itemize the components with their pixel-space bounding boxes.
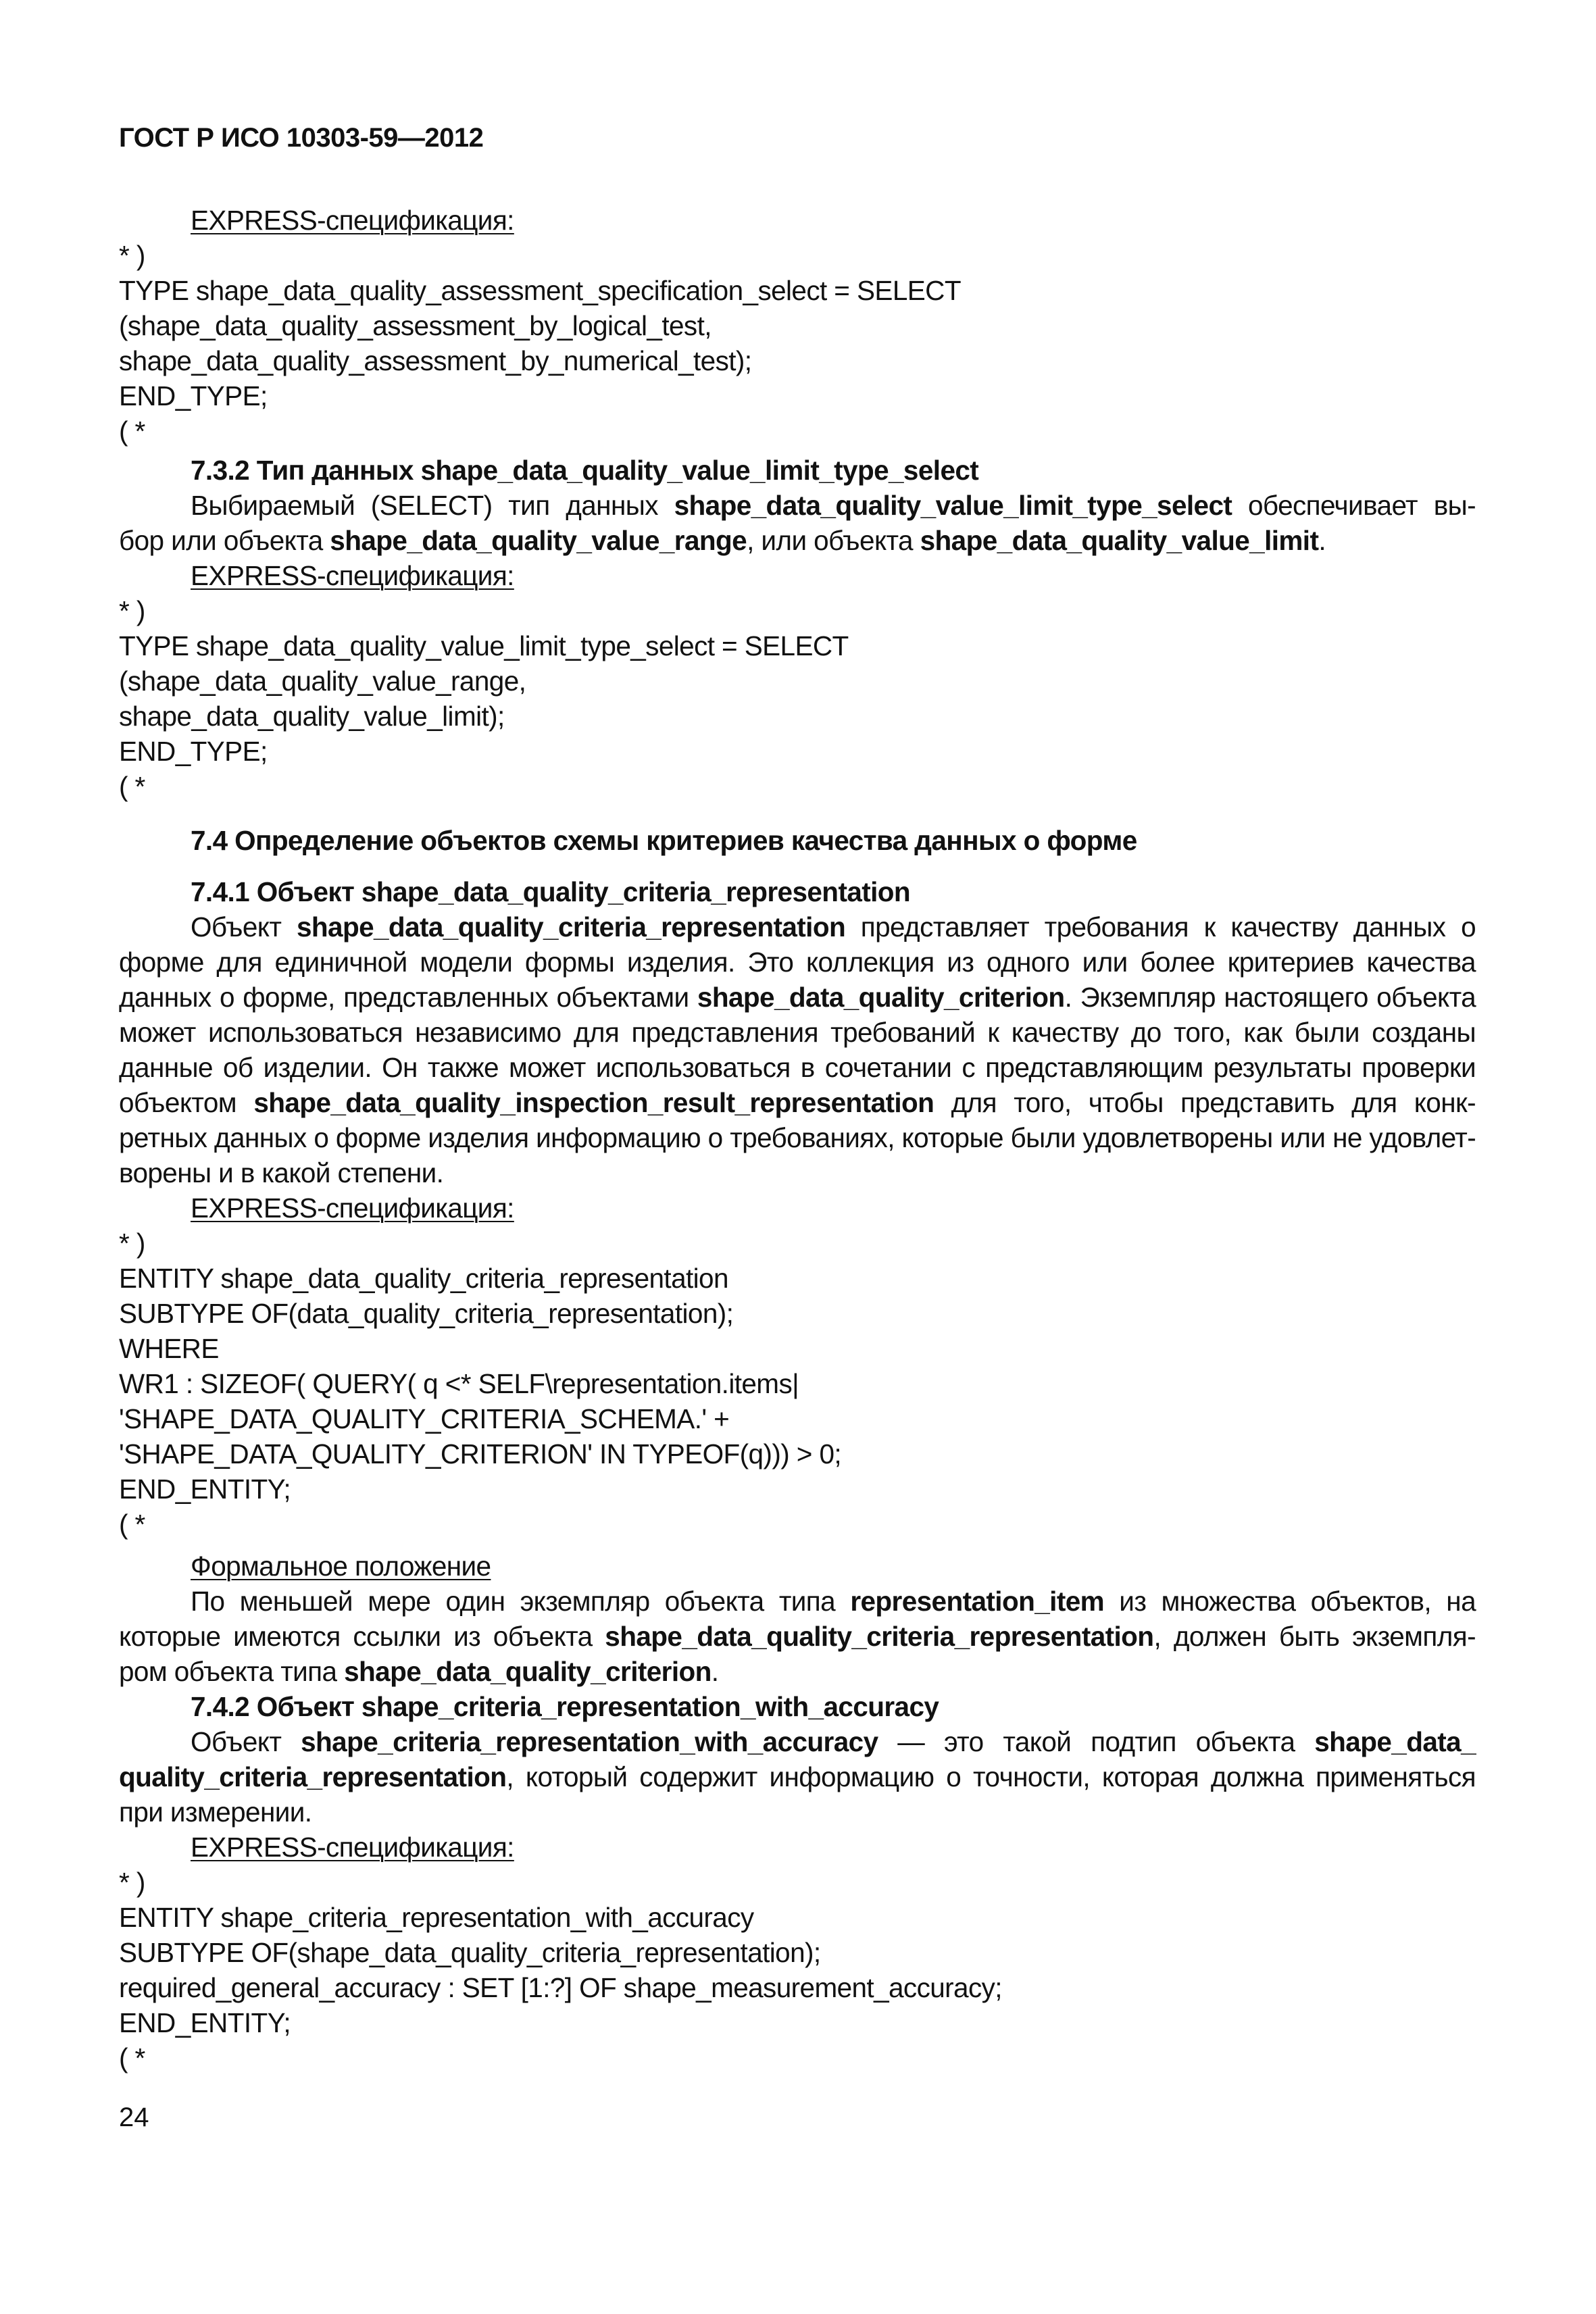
code-line: TYPE shape_data_quality_value_limit_type_select = SELECT bbox=[119, 630, 849, 661]
paragraph-line: данных о форме, представленных объектами shape_data_quality_criterion. Экземпляр настоящего объекта bbox=[119, 982, 1476, 1013]
express-label: EXPRESS-спецификация: bbox=[191, 560, 514, 591]
express-label: EXPRESS-спецификация: bbox=[191, 1832, 514, 1863]
comment-close: * ) bbox=[119, 1867, 145, 1898]
code-line: shape_data_quality_value_limit); bbox=[119, 701, 505, 732]
code-line: (shape_data_quality_assessment_by_logical_test, bbox=[119, 310, 712, 341]
code-line: shape_data_quality_assessment_by_numerical_test); bbox=[119, 345, 752, 376]
section-heading-7-4-1: 7.4.1 Объект shape_data_quality_criteria_representation bbox=[191, 876, 911, 907]
paragraph-line: По меньшей мере один экземпляр объекта типа representation_item из множества объектов, на bbox=[191, 1586, 1476, 1617]
code-line: SUBTYPE OF(shape_data_quality_criteria_representation); bbox=[119, 1937, 821, 1968]
comment-open: ( * bbox=[119, 416, 145, 447]
code-line: required_general_accuracy : SET [1:?] OF shape_measurement_accuracy; bbox=[119, 1972, 1002, 2003]
express-label: EXPRESS-спецификация: bbox=[191, 205, 514, 236]
code-line: SUBTYPE OF(data_quality_criteria_representation); bbox=[119, 1298, 734, 1329]
paragraph-line: которые имеются ссылки из объекта shape_data_quality_criteria_representation, должен быть экземпля- bbox=[119, 1621, 1476, 1652]
express-label: EXPRESS-спецификация: bbox=[191, 1192, 514, 1224]
paragraph-line: данные об изделии. Он также может использоваться в сочетании с представляющим результаты проверки bbox=[119, 1052, 1476, 1083]
formal-statement-label: Формальное положение bbox=[191, 1551, 491, 1582]
paragraph-line: Объект shape_data_quality_criteria_representation представляет требования к качеству данных о bbox=[191, 911, 1476, 942]
paragraph-line: при измерении. bbox=[119, 1796, 312, 1828]
paragraph-line: форме для единичной модели формы изделия. Это коллекция из одного или более критериев качества bbox=[119, 947, 1476, 978]
paragraph-line: ворены и в какой степени. bbox=[119, 1157, 444, 1188]
code-line: ENTITY shape_data_quality_criteria_representation bbox=[119, 1263, 728, 1294]
comment-open: ( * bbox=[119, 1509, 145, 1540]
paragraph-line: может использоваться независимо для представления требований к качеству до того, как были созданы bbox=[119, 1017, 1476, 1048]
code-line: END_ENTITY; bbox=[119, 2007, 291, 2038]
comment-open: ( * bbox=[119, 2042, 145, 2073]
code-line: WHERE bbox=[119, 1333, 219, 1364]
section-heading-7-4: 7.4 Определение объектов схемы критериев качества данных о форме bbox=[191, 825, 1137, 856]
paragraph-line: Выбираемый (SELECT) тип данных shape_data_quality_value_limit_type_select обеспечивает вы- bbox=[191, 490, 1476, 521]
paragraph-line: бор или объекта shape_data_quality_value_range, или объекта shape_data_quality_value_limit. bbox=[119, 525, 1326, 556]
comment-close: * ) bbox=[119, 240, 145, 271]
code-line: ENTITY shape_criteria_representation_with_accuracy bbox=[119, 1902, 754, 1933]
code-line: END_TYPE; bbox=[119, 380, 268, 411]
comment-open: ( * bbox=[119, 771, 145, 802]
section-heading-7-3-2: 7.3.2 Тип данных shape_data_quality_value_limit_type_select bbox=[191, 455, 979, 486]
code-line: (shape_data_quality_value_range, bbox=[119, 665, 526, 697]
comment-close: * ) bbox=[119, 595, 145, 626]
section-heading-7-4-2: 7.4.2 Объект shape_criteria_representation_with_accuracy bbox=[191, 1691, 939, 1722]
code-line: END_TYPE; bbox=[119, 736, 268, 767]
paragraph-line: объектом shape_data_quality_inspection_result_representation для того, чтобы представить для конк- bbox=[119, 1087, 1476, 1118]
paragraph-line: quality_criteria_representation, который содержит информацию о точности, которая должна применяться bbox=[119, 1761, 1476, 1792]
code-line: 'SHAPE_DATA_QUALITY_CRITERIA_SCHEMA.' + bbox=[119, 1403, 730, 1434]
code-line: WR1 : SIZEOF( QUERY( q <* SELF\representation.items| bbox=[119, 1368, 799, 1399]
paragraph-line: Объект shape_criteria_representation_with_accuracy — это такой подтип объекта shape_data_ bbox=[191, 1726, 1476, 1757]
code-line: 'SHAPE_DATA_QUALITY_CRITERION' IN TYPEOF(q))) > 0; bbox=[119, 1438, 842, 1469]
paragraph-line: ром объекта типа shape_data_quality_criterion. bbox=[119, 1656, 719, 1687]
page-number: 24 bbox=[119, 2103, 149, 2132]
document-header: ГОСТ Р ИСО 10303-59—2012 bbox=[119, 123, 484, 153]
code-line: END_ENTITY; bbox=[119, 1474, 291, 1505]
comment-close: * ) bbox=[119, 1228, 145, 1259]
code-line: TYPE shape_data_quality_assessment_specification_select = SELECT bbox=[119, 275, 961, 306]
paragraph-line: ретных данных о форме изделия информацию о требованиях, которые были удовлетворены или не удовлет- bbox=[119, 1122, 1476, 1153]
